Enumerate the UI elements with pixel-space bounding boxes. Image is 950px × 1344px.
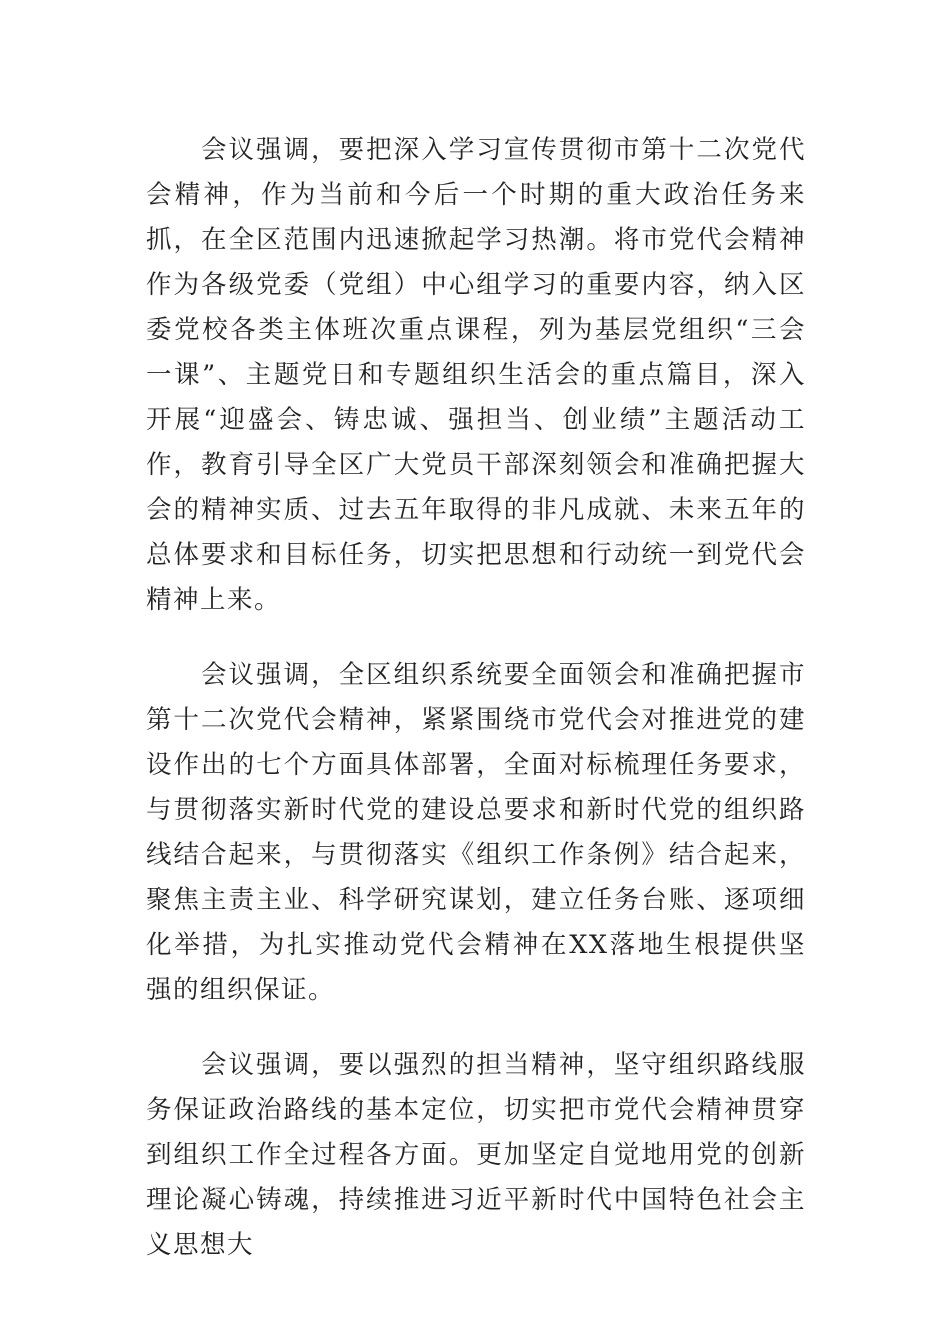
document-body — [146, 128, 806, 1268]
paragraph-3: 会议强调，要以强烈的担当精神，坚守组织路线服务保证政治路线的基本定位，切实把市党代会精神贯穿到组织工作全过程各方面。更加坚定自觉地用党的创新理论凝心铸魂，持续推进习近平新时代中国特色社会主义思想大 — [146, 1050, 806, 1260]
paragraph-1: 会议强调，要把深入学习宣传贯彻市第十二次党代会精神，作为当前和今后一个时期的重大政治任务来抓，在全区范围内迅速掀起学习热潮。将市党代会精神作为各级党委（党组）中心组学习的重要内容，纳入区委党校各类主体班次重点课程，列为基层党组织“三会一课”、主题党日和专题组织生活会的重点篇目，深入开展“迎盛会、铸忠诚、强担当、创业绩”主题活动工作，教育引导全区广大党员干部深刻领会和准确把握大会的精神实质、过去五年取得的非凡成就、未来五年的总体要求和目标任务，切实把思想和行动统一到党代会精神上来。 — [146, 135, 806, 615]
paragraph-2: 会议强调，全区组织系统要全面领会和准确把握市第十二次党代会精神，紧紧围绕市党代会对推进党的建设作出的七个方面具体部署，全面对标梳理任务要求，与贯彻落实新时代党的建设总要求和新时代党的组织路线结合起来，与贯彻落实《组织工作条例》结合起来，聚焦主责主业、科学研究谋划，建立任务台账、逐项细化举措，为扎实推动党代会精神在XX落地生根提供坚强的组织保证。 — [146, 660, 806, 1005]
